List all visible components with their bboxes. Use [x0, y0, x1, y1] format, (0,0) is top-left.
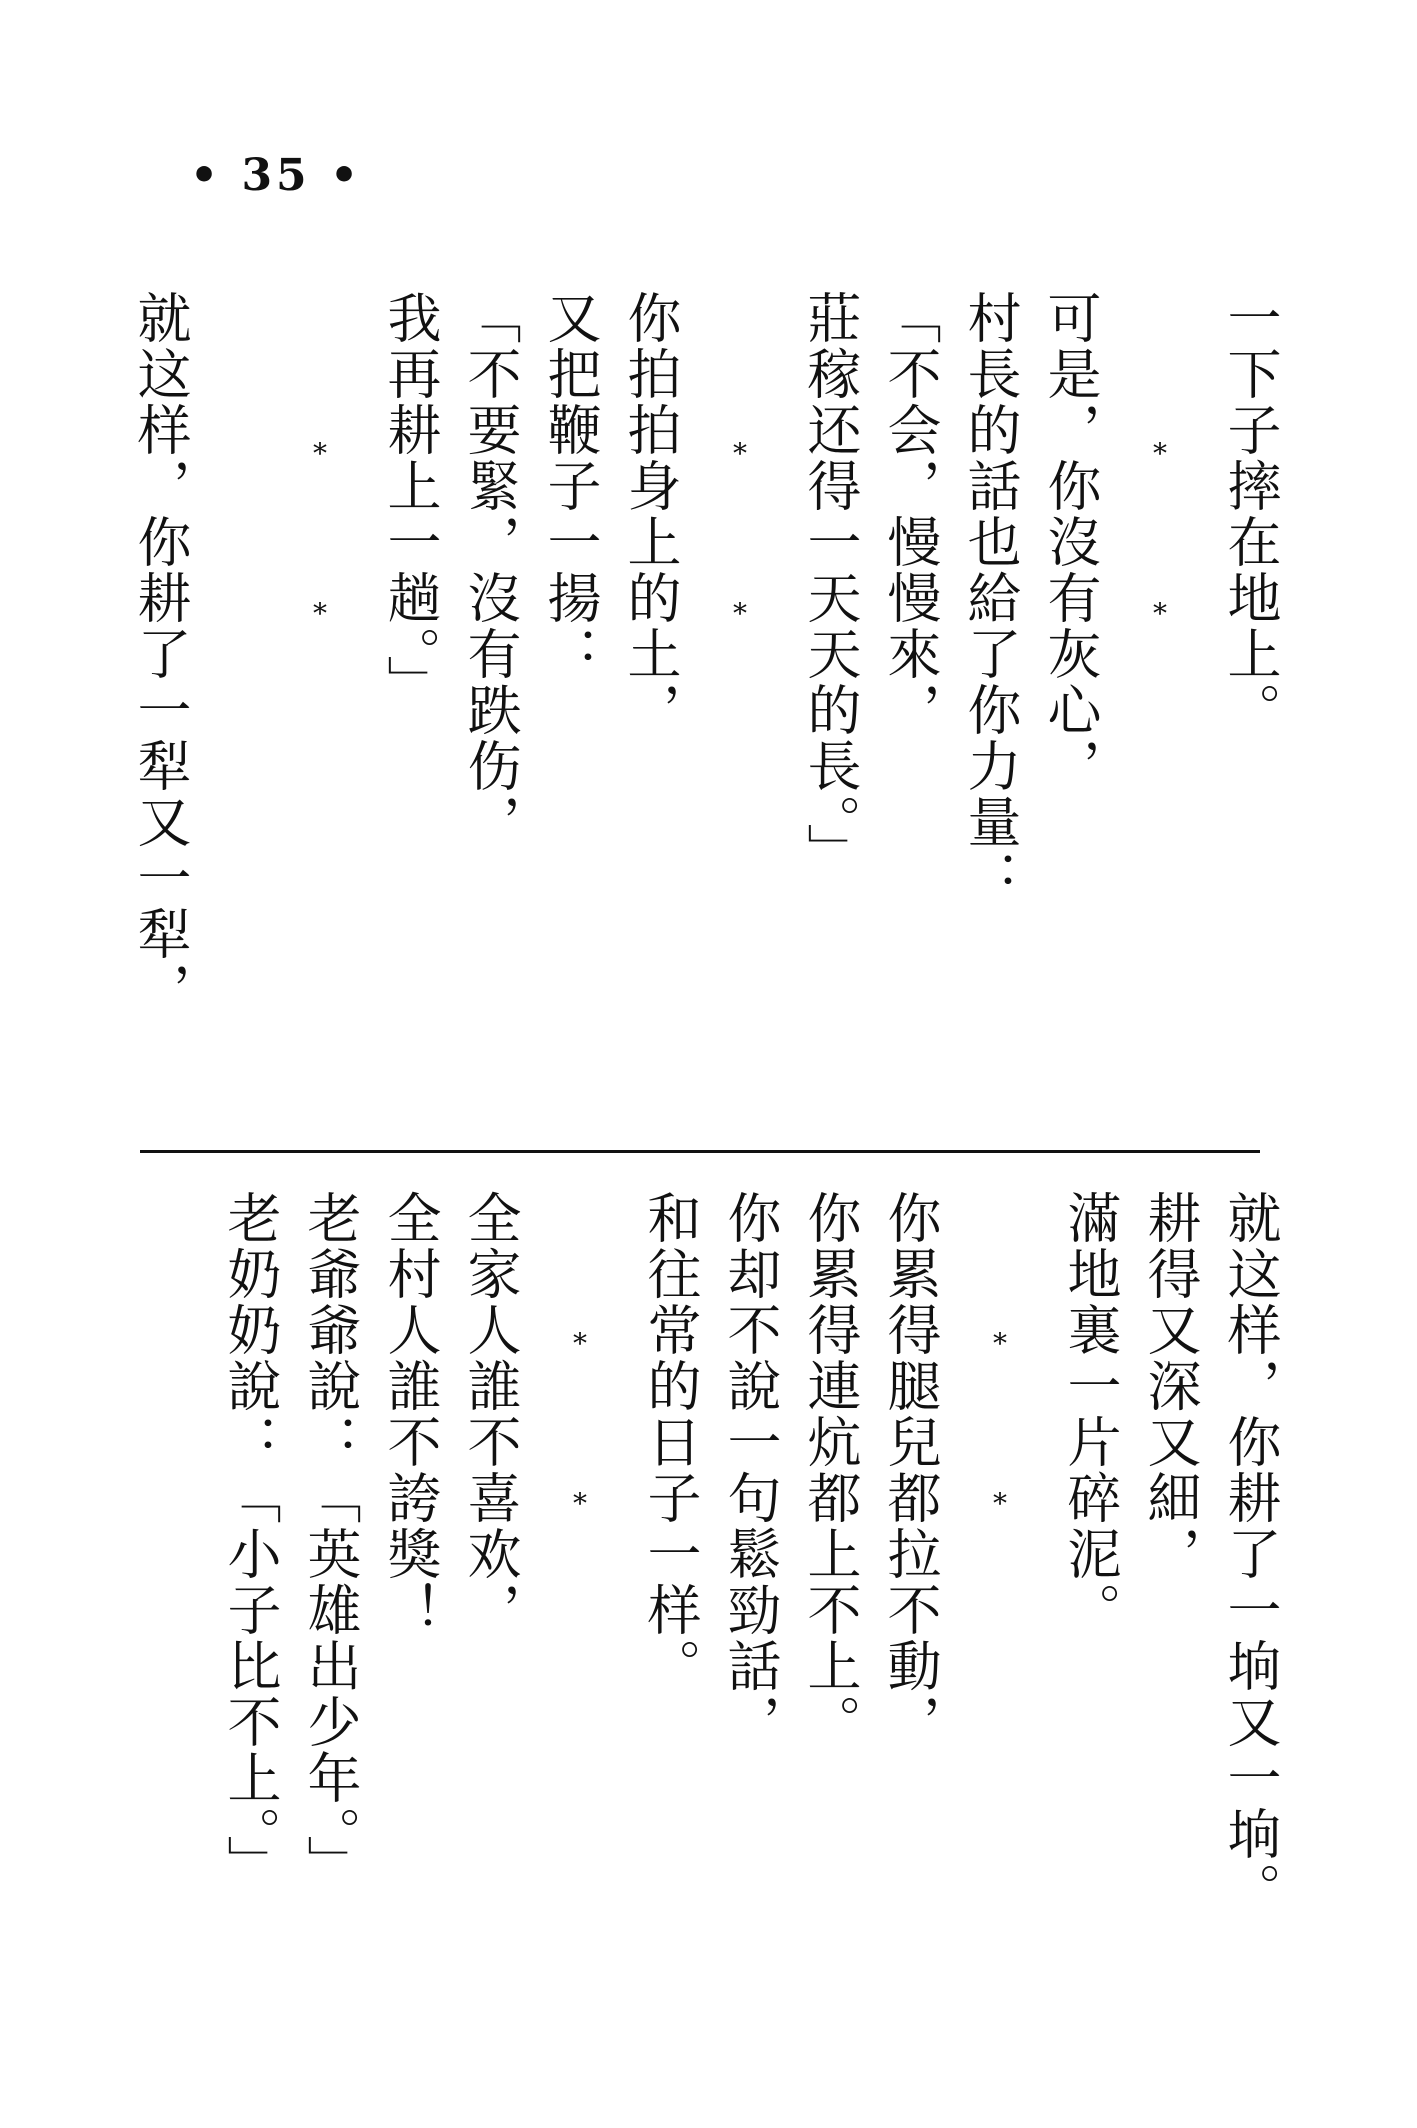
- bottom-poem-block: [130, 1190, 1280, 1990]
- poem-line: 就这样，你耕了一犁又一犁，: [129, 290, 192, 1018]
- poem-line: 你却不說一句鬆勁話，: [719, 1190, 782, 1750]
- poem-line: 老奶奶說：「小子比不上。」: [219, 1190, 282, 1891]
- section-separator: * *: [1153, 437, 1167, 630]
- poem-line: 和往常的日子一样。: [639, 1190, 702, 1694]
- poem-line: 一下子摔在地上。: [1219, 290, 1282, 738]
- section-separator: * *: [573, 1327, 587, 1520]
- poem-line: 耕得又深又細，: [1139, 1190, 1202, 1582]
- section-separator: * *: [313, 437, 327, 630]
- poem-line: 可是，你沒有灰心，: [1039, 290, 1102, 794]
- poem-line: 莊稼还得一天天的長。」: [799, 290, 862, 879]
- top-poem-block: [130, 290, 1280, 1090]
- page-number: • 35 •: [190, 150, 363, 201]
- poem-line: 村長的話也給了你力量：: [959, 290, 1022, 906]
- poem-line: 又把鞭子一揚：: [539, 290, 602, 682]
- poem-line: 「不会，慢慢來，: [879, 290, 942, 738]
- poem-line: 「不要緊，沒有跌伤，: [459, 290, 522, 850]
- section-separator: * *: [733, 437, 747, 630]
- poem-line: 我再耕上一趟。」: [379, 290, 442, 711]
- poem-line: 你累得腿兒都拉不動，: [879, 1190, 942, 1750]
- section-separator: * *: [993, 1327, 1007, 1520]
- poem-line: 就这样，你耕了一垧又一垧。: [1219, 1190, 1282, 1918]
- poem-line: 老爺爺說：「英雄出少年。」: [299, 1190, 362, 1891]
- poem-line: 你拍拍身上的土，: [619, 290, 682, 738]
- poem-line: 你累得連炕都上不上。: [799, 1190, 862, 1750]
- poem-line: 全家人誰不喜欢，: [459, 1190, 522, 1638]
- poem-line: 全村人誰不誇獎！: [379, 1190, 442, 1638]
- poem-line: 滿地裏一片碎泥。: [1059, 1190, 1122, 1638]
- page-divider: [140, 1150, 1260, 1153]
